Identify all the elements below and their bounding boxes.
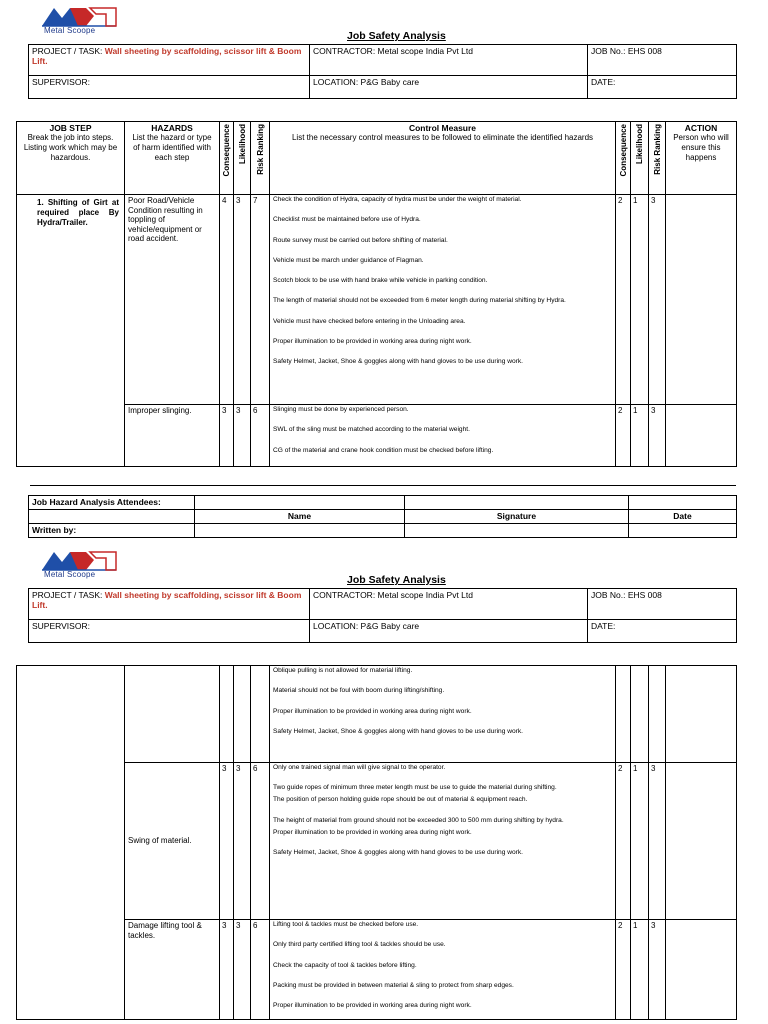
jsa-table-page2 bbox=[16, 665, 737, 1020]
list-item: Proper illumination to be provided in working area during night work. bbox=[273, 707, 472, 715]
list-item: SWL of the sling must be matched according to the material weight. bbox=[273, 426, 470, 434]
list-item: Proper illumination to be provided in working area during night work. bbox=[273, 828, 472, 836]
project-task-cell: PROJECT / TASK: Wall sheeting by scaffolding, scissor lift & Boom Lift. bbox=[29, 589, 310, 620]
jsa-table-page1 bbox=[16, 121, 737, 467]
likelihood-value: 3 bbox=[234, 763, 251, 920]
table-row bbox=[17, 666, 737, 763]
table-row bbox=[17, 763, 737, 920]
consequence-value: 4 bbox=[220, 195, 234, 405]
col-hazards: HAZARDS List the hazard or type of harm identified with each step bbox=[125, 122, 220, 195]
consequence-after-value: 2 bbox=[616, 920, 631, 1020]
signature-header: Signature bbox=[405, 510, 629, 524]
risk-ranking-after-value: 3 bbox=[649, 195, 666, 405]
consequence-after-value: 2 bbox=[616, 763, 631, 920]
risk-ranking-value: 6 bbox=[251, 405, 270, 467]
page-divider bbox=[30, 485, 736, 486]
consequence-value bbox=[220, 666, 234, 763]
table-row bbox=[17, 405, 737, 467]
list-item: Proper illumination to be provided in working area during night work. bbox=[273, 338, 472, 346]
list-item: Material should not be foul with boom during lifting/shifting. bbox=[273, 687, 445, 695]
supervisor-cell: SUPERVISOR: bbox=[29, 76, 310, 99]
list-item: Two guide ropes of minimum three meter length must be use to guide the material during shifting. bbox=[273, 784, 557, 792]
list-item: CG of the material and crane hook condition must be checked before lifting. bbox=[273, 446, 494, 454]
table-row bbox=[17, 920, 737, 1020]
likelihood-after-value: 1 bbox=[631, 763, 649, 920]
control-measure-cell bbox=[270, 763, 616, 920]
job-step-cell: 1. Shifting of Girt at required place By Hydra/Trailer. bbox=[17, 195, 125, 467]
logo-text: Metal Scoope bbox=[44, 26, 96, 35]
action-cell bbox=[666, 763, 737, 920]
list-item: Checklist must be maintained before use of Hydra. bbox=[273, 216, 421, 224]
location-cell: LOCATION: P&G Baby care bbox=[310, 620, 588, 643]
date-header: Date bbox=[629, 510, 737, 524]
project-task-cell: PROJECT / TASK: Wall sheeting by scaffolding, scissor lift & Boom Lift. bbox=[29, 45, 310, 76]
logo-text: Metal Scoope bbox=[44, 570, 96, 579]
control-measure-cell bbox=[270, 666, 616, 763]
written-by-label: Written by: bbox=[29, 524, 195, 538]
col-risk-ranking-after: Risk Ranking bbox=[649, 122, 666, 195]
likelihood-value: 3 bbox=[234, 920, 251, 1020]
risk-ranking-value bbox=[251, 666, 270, 763]
control-measure-cell bbox=[270, 405, 616, 467]
likelihood-value: 3 bbox=[234, 405, 251, 467]
col-risk-ranking: Risk Ranking bbox=[251, 122, 270, 195]
hazard-cell bbox=[125, 666, 220, 763]
consequence-value: 3 bbox=[220, 920, 234, 1020]
contractor-cell: CONTRACTOR: Metal scope India Pvt Ltd bbox=[310, 45, 588, 76]
name-header: Name bbox=[195, 510, 405, 524]
risk-ranking-value: 6 bbox=[251, 763, 270, 920]
list-item: Oblique pulling is not allowed for material lifting. bbox=[273, 667, 413, 674]
list-item: The position of person holding guide rope should be out of material & equipment reach. bbox=[273, 796, 528, 804]
project-task-value: Wall sheeting by scaffolding, scissor lift & Boom Lift. bbox=[32, 590, 302, 610]
list-item: Vehicle must have checked before entering in the Unloading area. bbox=[273, 317, 466, 325]
list-item: The height of material from ground should not be exceeded 300 to 500 mm during shifting by hydra. bbox=[273, 816, 564, 824]
action-cell bbox=[666, 920, 737, 1020]
job-no-cell: JOB No.: EHS 008 bbox=[588, 45, 737, 76]
list-item: Proper illumination to be provided in working area during night work. bbox=[273, 1002, 472, 1010]
attendees-label: Job Hazard Analysis Attendees: bbox=[29, 496, 195, 510]
control-measure-cell bbox=[270, 195, 616, 405]
list-item: Safety Helmet, Jacket, Shoe & goggles along with hand gloves to be use during work. bbox=[273, 358, 523, 366]
contractor-cell: CONTRACTOR: Metal scope India Pvt Ltd bbox=[310, 589, 588, 620]
list-item: Scotch block to be use with hand brake while vehicle in parking condition. bbox=[273, 277, 488, 285]
control-measure-cell bbox=[270, 920, 616, 1020]
likelihood-after-value bbox=[631, 666, 649, 763]
list-item: Only third party certified lifting tool & tackles should be use. bbox=[273, 941, 446, 949]
attendees-table bbox=[28, 495, 737, 538]
risk-ranking-after-value: 3 bbox=[649, 405, 666, 467]
company-logo bbox=[40, 4, 120, 38]
likelihood-after-value: 1 bbox=[631, 920, 649, 1020]
risk-ranking-value: 7 bbox=[251, 195, 270, 405]
action-cell bbox=[666, 666, 737, 763]
hazard-cell: Improper slinging. bbox=[125, 405, 220, 467]
hazard-cell: Swing of material. bbox=[125, 763, 220, 920]
supervisor-cell: SUPERVISOR: bbox=[29, 620, 310, 643]
location-cell: LOCATION: P&G Baby care bbox=[310, 76, 588, 99]
project-task-value: Wall sheeting by scaffolding, scissor lift & Boom Lift. bbox=[32, 46, 302, 66]
col-action: ACTION Person who will ensure this happens bbox=[666, 122, 737, 195]
list-item: Lifting tool & tackles must be checked before use. bbox=[273, 921, 419, 928]
risk-ranking-value: 6 bbox=[251, 920, 270, 1020]
likelihood-after-value: 1 bbox=[631, 195, 649, 405]
consequence-value: 3 bbox=[220, 763, 234, 920]
consequence-after-value: 2 bbox=[616, 195, 631, 405]
table-row bbox=[17, 195, 737, 405]
action-cell bbox=[666, 405, 737, 467]
date-cell: DATE: bbox=[588, 620, 737, 643]
col-control-measure: Control Measure List the necessary control measures to be followed to eliminate the identified hazards bbox=[270, 122, 616, 195]
list-item: Route survey must be carried out before shifting of material. bbox=[273, 236, 448, 244]
consequence-value: 3 bbox=[220, 405, 234, 467]
list-item: The length of material should not be exceeded from 6 meter length during material shifting by Hydra. bbox=[273, 297, 566, 305]
list-item: Safety Helmet, Jacket, Shoe & goggles along with hand gloves to be use during work. bbox=[273, 727, 523, 735]
likelihood-value bbox=[234, 666, 251, 763]
consequence-after-value bbox=[616, 666, 631, 763]
col-job-step: JOB STEP Break the job into steps. Listing work which may be hazardous. bbox=[17, 122, 125, 195]
risk-ranking-after-value: 3 bbox=[649, 763, 666, 920]
hazard-cell: Damage lifting tool & tackles. bbox=[125, 920, 220, 1020]
consequence-after-value: 2 bbox=[616, 405, 631, 467]
header-table bbox=[28, 44, 737, 99]
list-item: Slinging must be done by experienced person. bbox=[273, 406, 409, 413]
likelihood-after-value: 1 bbox=[631, 405, 649, 467]
list-item: Check the capacity of tool & tackles before lifting. bbox=[273, 961, 417, 969]
job-no-cell: JOB No.: EHS 008 bbox=[588, 589, 737, 620]
likelihood-value: 3 bbox=[234, 195, 251, 405]
list-item: Vehicle must be march under guidance of Flagman. bbox=[273, 256, 424, 264]
list-item: Safety Helmet, Jacket, Shoe & goggles along with hand gloves to be use during work. bbox=[273, 848, 523, 856]
col-consequence-after: Consequence bbox=[616, 122, 631, 195]
risk-ranking-after-value bbox=[649, 666, 666, 763]
hazard-cell: Poor Road/Vehicle Condition resulting in toppling of vehicle/equipment or road accident. bbox=[125, 195, 220, 405]
col-consequence: Consequence bbox=[220, 122, 234, 195]
job-step-cell bbox=[17, 666, 125, 1020]
col-likelihood-after: Likelihood bbox=[631, 122, 649, 195]
list-item: Check the condition of Hydra, capacity of hydra must be under the weight of material. bbox=[273, 196, 522, 203]
action-cell bbox=[666, 195, 737, 405]
list-item: Only one trained signal man will give signal to the operator. bbox=[273, 764, 446, 771]
date-cell: DATE: bbox=[588, 76, 737, 99]
header-table bbox=[28, 588, 737, 643]
col-likelihood: Likelihood bbox=[234, 122, 251, 195]
company-logo bbox=[40, 548, 120, 582]
document-title: Job Safety Analysis bbox=[347, 574, 446, 586]
document-title: Job Safety Analysis bbox=[347, 30, 446, 42]
list-item: Packing must be provided in between material & sling to protect from sharp edges. bbox=[273, 981, 514, 989]
risk-ranking-after-value: 3 bbox=[649, 920, 666, 1020]
